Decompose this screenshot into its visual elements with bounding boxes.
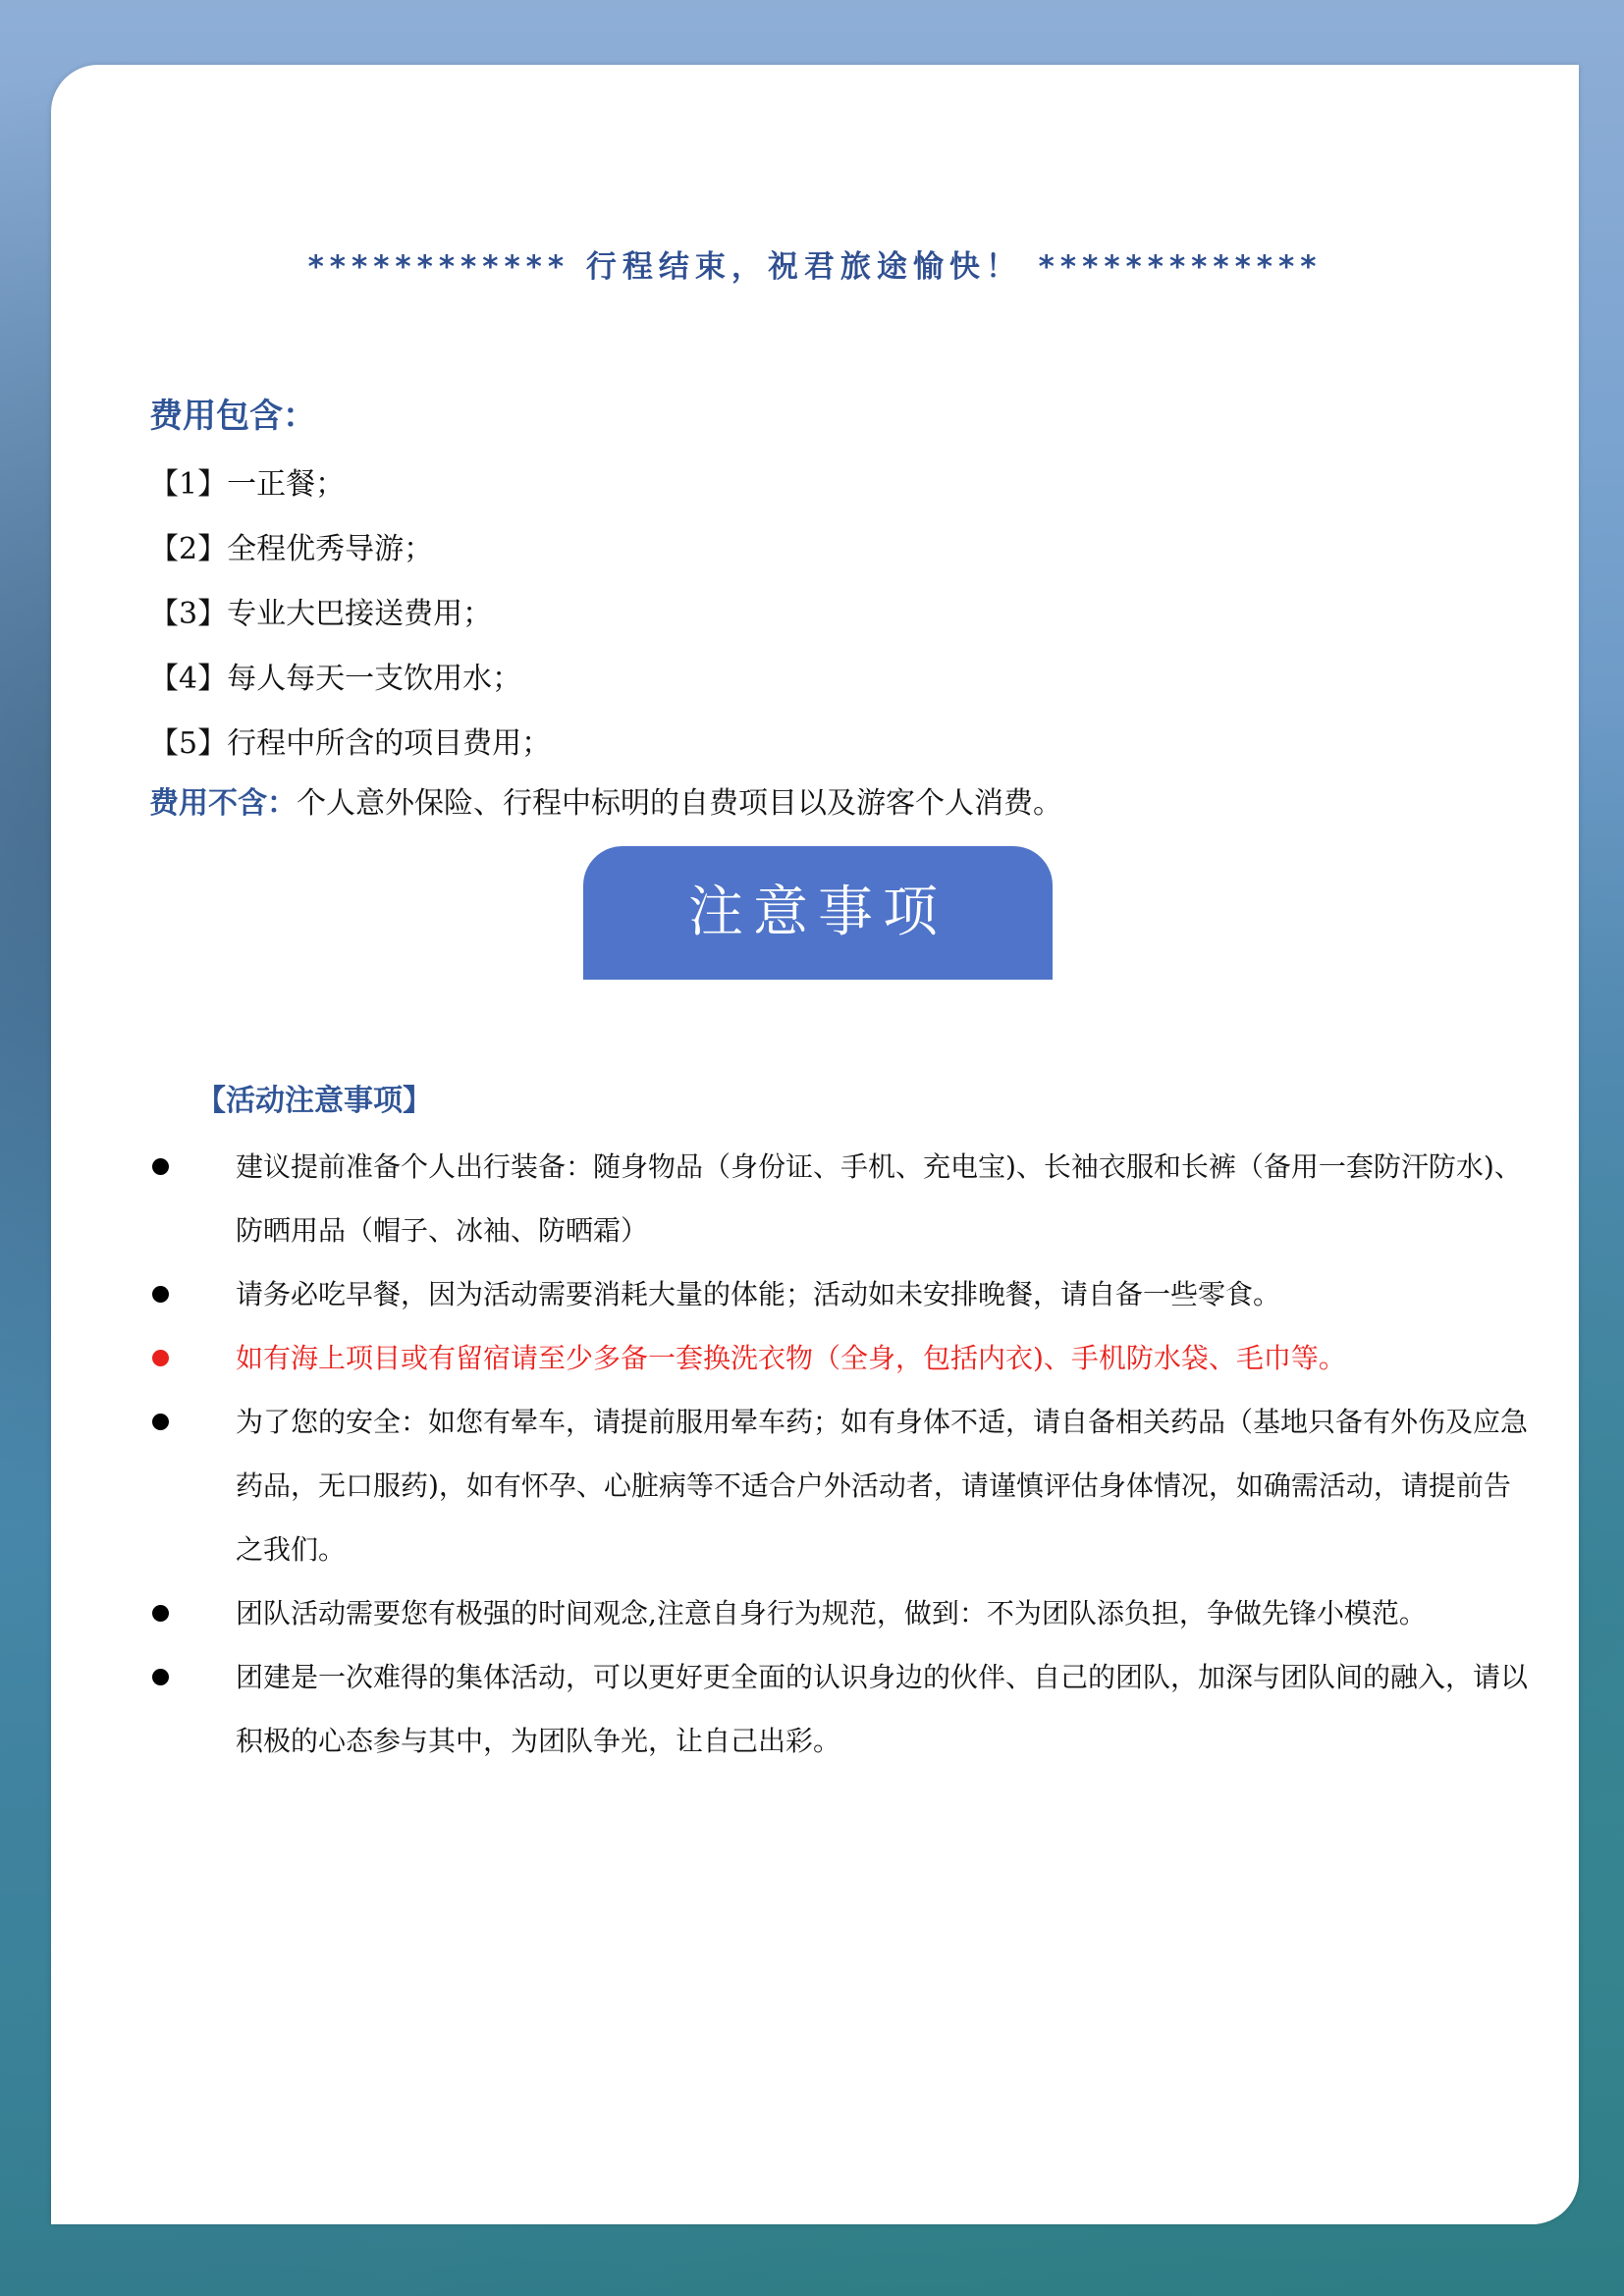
bullet-icon: [152, 1605, 169, 1622]
bullet-icon: [152, 1158, 169, 1175]
fees-excluded-label: 费用不含：: [149, 786, 297, 821]
bullet-icon: [152, 1286, 169, 1303]
activity-notes-list: [149, 1135, 1534, 1773]
list-item: [149, 1390, 1534, 1581]
list-item: [149, 1326, 1534, 1390]
fees-excluded: [149, 772, 1062, 836]
list-item: 【4】每人每天一支饮用水；: [149, 662, 522, 696]
list-item: [149, 1645, 1534, 1773]
note-text: 如有海上项目或有留宿请至少多备一套换洗衣物（全身，包括内衣)、手机防水袋、毛巾等。: [236, 1342, 1346, 1374]
note-text: 为了您的安全：如您有晕车，请提前服用晕车药；如有身体不适，请自备相关药品（基地只备有外伤及应急药品，无口服药)，如有怀孕、心脏病等不适合户外活动者，请谨慎评估身体情况，如确需活动，请提前告之我们。: [236, 1406, 1529, 1566]
list-item: 【3】专业大巴接送费用；: [149, 597, 493, 631]
list-item: [149, 1581, 1534, 1645]
bullet-icon: [152, 1669, 169, 1685]
fees-included-list: [149, 453, 551, 776]
activity-notes-title: 【活动注意事项】: [196, 1084, 432, 1118]
note-text: 团队活动需要您有极强的时间观念,注意自身行为规范，做到：不为团队添负担，争做先锋小模范。: [236, 1597, 1427, 1629]
fees-excluded-text: 个人意外保险、行程中标明的自费项目以及游客个人消费。: [297, 786, 1062, 821]
notice-heading-box: 注意事项: [583, 846, 1053, 980]
list-item: 【5】行程中所含的项目费用；: [149, 726, 552, 761]
bullet-icon: [152, 1414, 169, 1430]
note-text: 团建是一次难得的集体活动，可以更好更全面的认识身边的伙伴、自己的团队，加深与团队间的融入，请以积极的心态参与其中，为团队争光，让自己出彩。: [236, 1661, 1529, 1757]
trip-end-banner: ************ 行程结束，祝君旅途愉快！ *************: [307, 249, 1323, 285]
list-item: 【2】全程优秀导游；: [149, 532, 434, 566]
list-item: 【1】一正餐；: [149, 467, 346, 502]
note-text: 请务必吃早餐，因为活动需要消耗大量的体能；活动如未安排晚餐，请自备一些零食。: [236, 1278, 1281, 1310]
bullet-icon: [152, 1350, 169, 1366]
list-item: [149, 1135, 1534, 1262]
document-page: [51, 65, 1579, 2224]
list-item: [149, 1262, 1534, 1326]
note-text: 建议提前准备个人出行装备：随身物品（身份证、手机、充电宝)、长袖衣服和长裤（备用一套防汗防水)、防晒用品（帽子、冰袖、防晒霜）: [236, 1150, 1522, 1247]
fees-included-title: 费用包含：: [149, 397, 316, 436]
